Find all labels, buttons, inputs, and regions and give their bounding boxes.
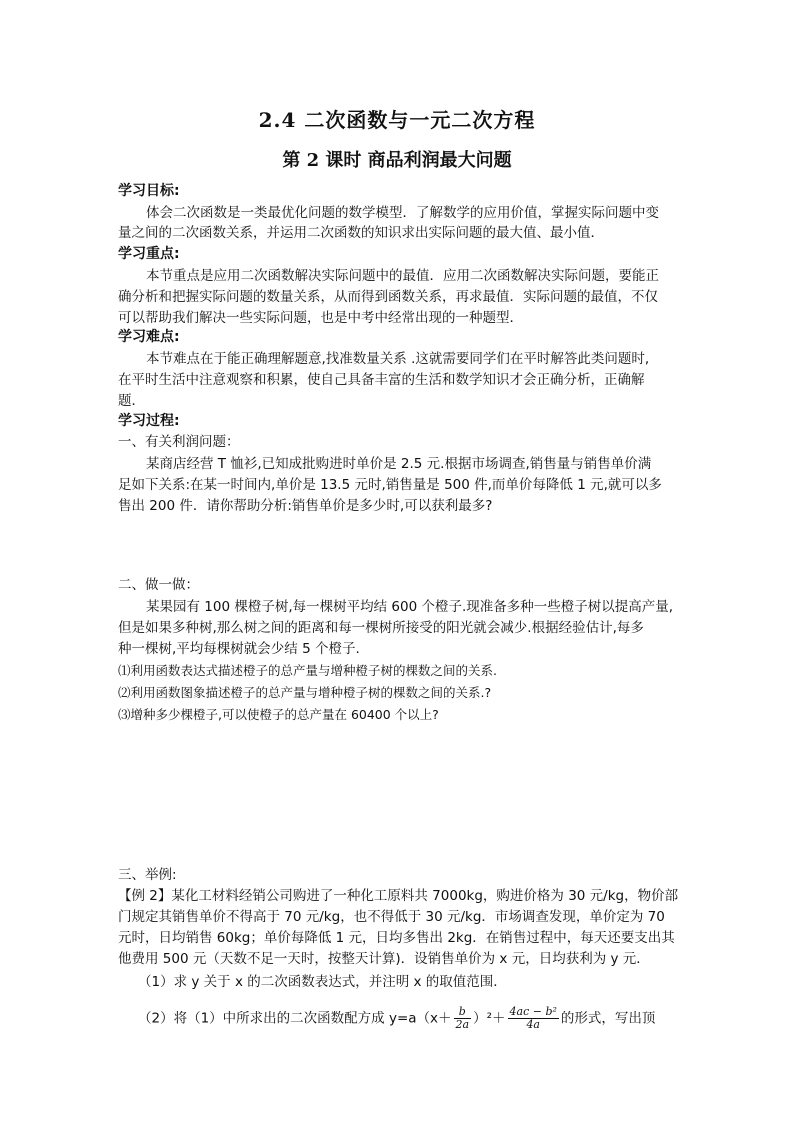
- process-heading: 学习过程:: [118, 413, 180, 429]
- example-line: 他费用 500 元（天数不足一天时，按整天计算)．设销售单价为 x 元，日均获利为 y 元．: [118, 951, 650, 967]
- section2-question: ⑶增种多少棵橙子,可以使橙子的总产量在 60400 个以上?: [118, 707, 439, 722]
- fraction-vertex-expression: [508, 1006, 559, 1031]
- section2-line: 种一棵树,平均每棵树就会少结 5 个橙子.: [118, 641, 360, 657]
- fraction-denominator: 4a: [526, 1018, 540, 1031]
- section1-line: 足如下关系:在某一时间内,单价是 13.5 元时,销售量是 500 件,而单价每降低 1 元,就可以多: [118, 477, 662, 493]
- example-line: 【例 2】某化工材料经销公司购进了一种化工原料共 7000kg，购进价格为 30 元/kg，物价部: [118, 888, 679, 904]
- section3-heading: 三、举例:: [118, 867, 177, 883]
- difficulties-heading: 学习难点:: [118, 329, 180, 345]
- difficulties-line: 本节难点在于能正确理解题意,找准数量关系 .这就需要同学们在平时解答此类问题时,: [146, 351, 650, 367]
- example-line: 门规定其销售单价不得高于 70 元/kg，也不得低于 30 元/kg．市场调查发现，单价定为 70: [118, 909, 665, 925]
- section2-question: ⑵利用函数图象描述橙子的总产量与增种橙子树的棵数之间的关系.?: [118, 685, 492, 700]
- example-question-1: （1）求 y 关于 x 的二次函数表达式，并注明 x 的取值范围．: [138, 974, 507, 990]
- page-subtitle: 第 2 课时 商品利润最大问题: [282, 150, 512, 171]
- key-points-line: 可以帮助我们解决一些实际问题，也是中考中经常出现的一种题型．: [118, 310, 523, 326]
- key-points-heading: 学习重点:: [118, 246, 180, 262]
- section1-line: 某商店经营 T 恤衫,已知成批购进时单价是 2.5 元.根据市场调查,销售量与销售单价满: [146, 456, 652, 472]
- section2-heading: 二、做一做：: [118, 577, 199, 593]
- goals-heading: 学习目标:: [118, 183, 180, 199]
- section2-line: 某果园有 100 棵橙子树,每一棵树平均结 600 个橙子.现准备多种一些橙子树以提高产量,: [146, 599, 674, 615]
- fraction-b-over-2a: [454, 1006, 472, 1031]
- example-question-2: [138, 1006, 698, 1031]
- section2-line: 但是如果多种树,那么树之间的距离和每一棵树所接受的阳光就会减少.根据经验估计,每多: [118, 620, 644, 636]
- fraction-numerator: 4ac − b²: [509, 1005, 557, 1018]
- key-points-line: 确分析和把握实际问题的数量关系，从而得到函数关系，再求最值．实际问题的最值，不仅: [118, 289, 658, 305]
- fraction-denominator: 2a: [455, 1018, 470, 1031]
- page-title: 2.4 二次函数与一元二次方程: [258, 108, 536, 132]
- goals-line: 量之间的二次函数关系，并运用二次函数的知识求出实际问题的最大值、最小值．: [118, 225, 604, 241]
- goals-line: 体会二次函数是一类最优化问题的数学模型．了解数学的应用价值，掌握实际问题中变: [146, 205, 659, 221]
- section1-heading: 一、有关利润问题：: [118, 434, 240, 450]
- example-line: 元时，日均销售 60kg；单价每降低 1 元，日均多售出 2kg．在销售过程中，每天还要支出其: [118, 930, 675, 946]
- key-points-line: 本节重点是应用二次函数解决实际问题中的最值．应用二次函数解决实际问题，要能正: [146, 268, 659, 284]
- q2-text-end: 的形式，写出顶: [560, 1010, 656, 1027]
- difficulties-line: 题．: [118, 393, 145, 409]
- difficulties-line: 在平时生活中注意观察和积累，使自己具备丰富的生活和数学知识才会正确分析，正确解: [118, 372, 645, 388]
- fraction-numerator: b: [454, 1006, 472, 1019]
- q2-text-mid: ）²＋: [473, 1010, 506, 1027]
- section1-line: 售出 200 件．请你帮助分析:销售单价是多少时,可以获利最多?: [118, 498, 493, 514]
- q2-text-start: （2）将（1）中所求出的二次函数配方成 y=a（x＋: [138, 1010, 452, 1027]
- section2-question: ⑴利用函数表达式描述橙子的总产量与增种橙子树的棵数之间的关系.: [118, 663, 497, 678]
